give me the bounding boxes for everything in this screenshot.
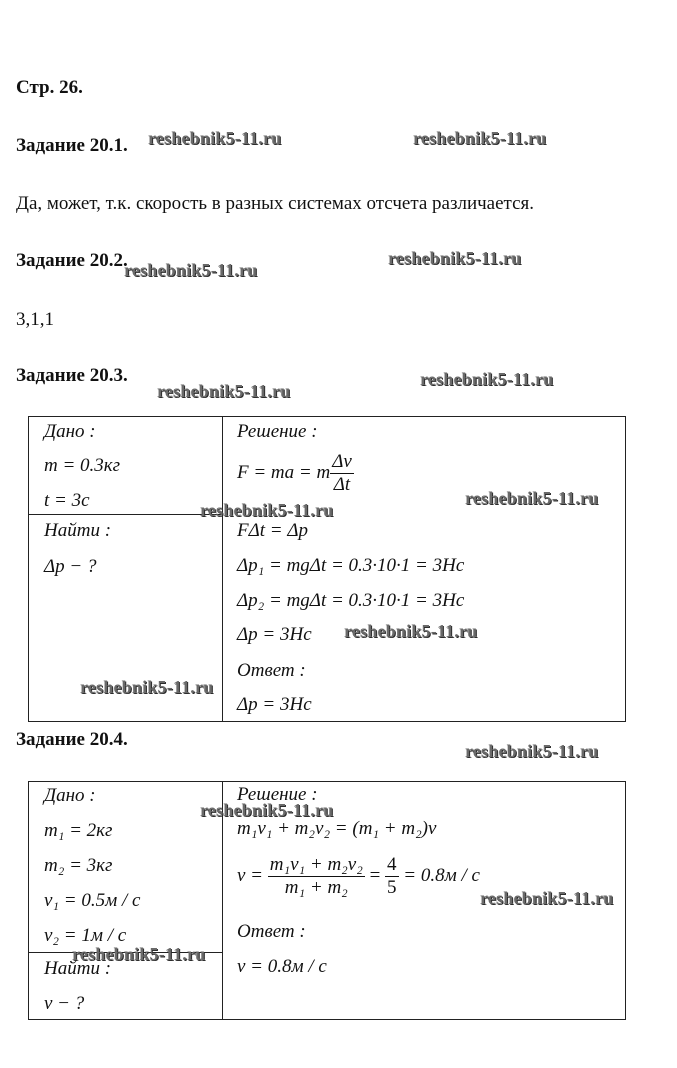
watermark: reshebnik5-11.ru <box>480 888 614 908</box>
task-20-1-title: Задание 20.1. <box>16 135 128 156</box>
velocity-equation-lhs: v = <box>237 864 264 886</box>
solution-label: Решение : <box>237 421 318 442</box>
equation-force-lhs: F = ma = m <box>237 461 331 483</box>
task-20-4-title: Задание 20.4. <box>16 729 128 750</box>
given-mass: m = 0.3кг <box>44 455 121 476</box>
solution-step: Δp₁ = mgΔt = 0.3·10·1 = 3Hc <box>237 555 465 576</box>
watermark: reshebnik5-11.ru <box>413 128 547 148</box>
task-20-2-answer: 3,1,1 <box>16 309 54 330</box>
watermark: reshebnik5-11.ru <box>200 800 334 820</box>
fraction-denominator: m₁ + m₂ <box>284 877 348 898</box>
solution-step: Δp = 3Hc <box>237 624 312 645</box>
answer-value: Δp = 3Hc <box>237 694 312 715</box>
watermark: reshebnik5-11.ru <box>420 369 554 389</box>
fraction <box>268 854 365 899</box>
find-label: Найти : <box>44 520 112 541</box>
watermark: reshebnik5-11.ru <box>388 248 522 268</box>
given-mass-1: m₁ = 2кг <box>44 820 113 841</box>
answer-label: Ответ : <box>237 660 306 681</box>
watermark: reshebnik5-11.ru <box>148 128 282 148</box>
equation-force <box>237 451 354 496</box>
solution-label: Решение : <box>237 784 318 805</box>
given-velocity-1: v₁ = 0.5м / c <box>44 890 141 911</box>
page-header: Стр. 26. <box>16 77 83 98</box>
fraction-denominator: Δt <box>333 474 351 495</box>
find-label: Найти : <box>44 958 112 979</box>
given-label: Дано : <box>44 421 96 442</box>
find-value: Δp − ? <box>44 556 97 577</box>
given-mass-2: m₂ = 3кг <box>44 855 113 876</box>
watermark: reshebnik5-11.ru <box>80 677 214 697</box>
given-label: Дано : <box>44 785 96 806</box>
fraction-numerator: Δv <box>332 451 352 472</box>
watermark: reshebnik5-11.ru <box>200 500 334 520</box>
task-20-3-title: Задание 20.3. <box>16 365 128 386</box>
solution-step: Δp₂ = mgΔt = 0.3·10·1 = 3Hc <box>237 590 465 611</box>
watermark: reshebnik5-11.ru <box>344 621 478 641</box>
given-time: t = 3c <box>44 490 90 511</box>
velocity-equation <box>237 854 480 899</box>
fraction-numerator: m₁v₁ + m₂v₂ <box>269 854 363 875</box>
watermark: reshebnik5-11.ru <box>124 260 258 280</box>
find-value: v − ? <box>44 993 85 1014</box>
watermark: reshebnik5-11.ru <box>157 381 291 401</box>
watermark: reshebnik5-11.ru <box>72 944 206 964</box>
fraction-numerator: 4 <box>387 854 397 875</box>
task-20-1-answer: Да, может, т.к. скорость в разных системах отсчета различается. <box>16 193 535 214</box>
equals-sign: = <box>369 864 381 886</box>
table-divider <box>222 416 223 722</box>
fraction <box>385 854 399 899</box>
momentum-equation: m₁v₁ + m₂v₂ = (m₁ + m₂)v <box>237 818 437 839</box>
given-velocity-2: v₂ = 1м / c <box>44 925 127 946</box>
fraction-denominator: 5 <box>387 877 397 898</box>
watermark: reshebnik5-11.ru <box>465 488 599 508</box>
velocity-equation-rhs: = 0.8м / c <box>403 864 480 886</box>
answer-label: Ответ : <box>237 921 306 942</box>
watermark: reshebnik5-11.ru <box>465 741 599 761</box>
table-divider <box>28 514 223 515</box>
solution-step: FΔt = Δp <box>237 520 309 541</box>
fraction <box>330 451 354 496</box>
answer-value: v = 0.8м / c <box>237 956 327 977</box>
task-20-2-title: Задание 20.2. <box>16 250 128 271</box>
